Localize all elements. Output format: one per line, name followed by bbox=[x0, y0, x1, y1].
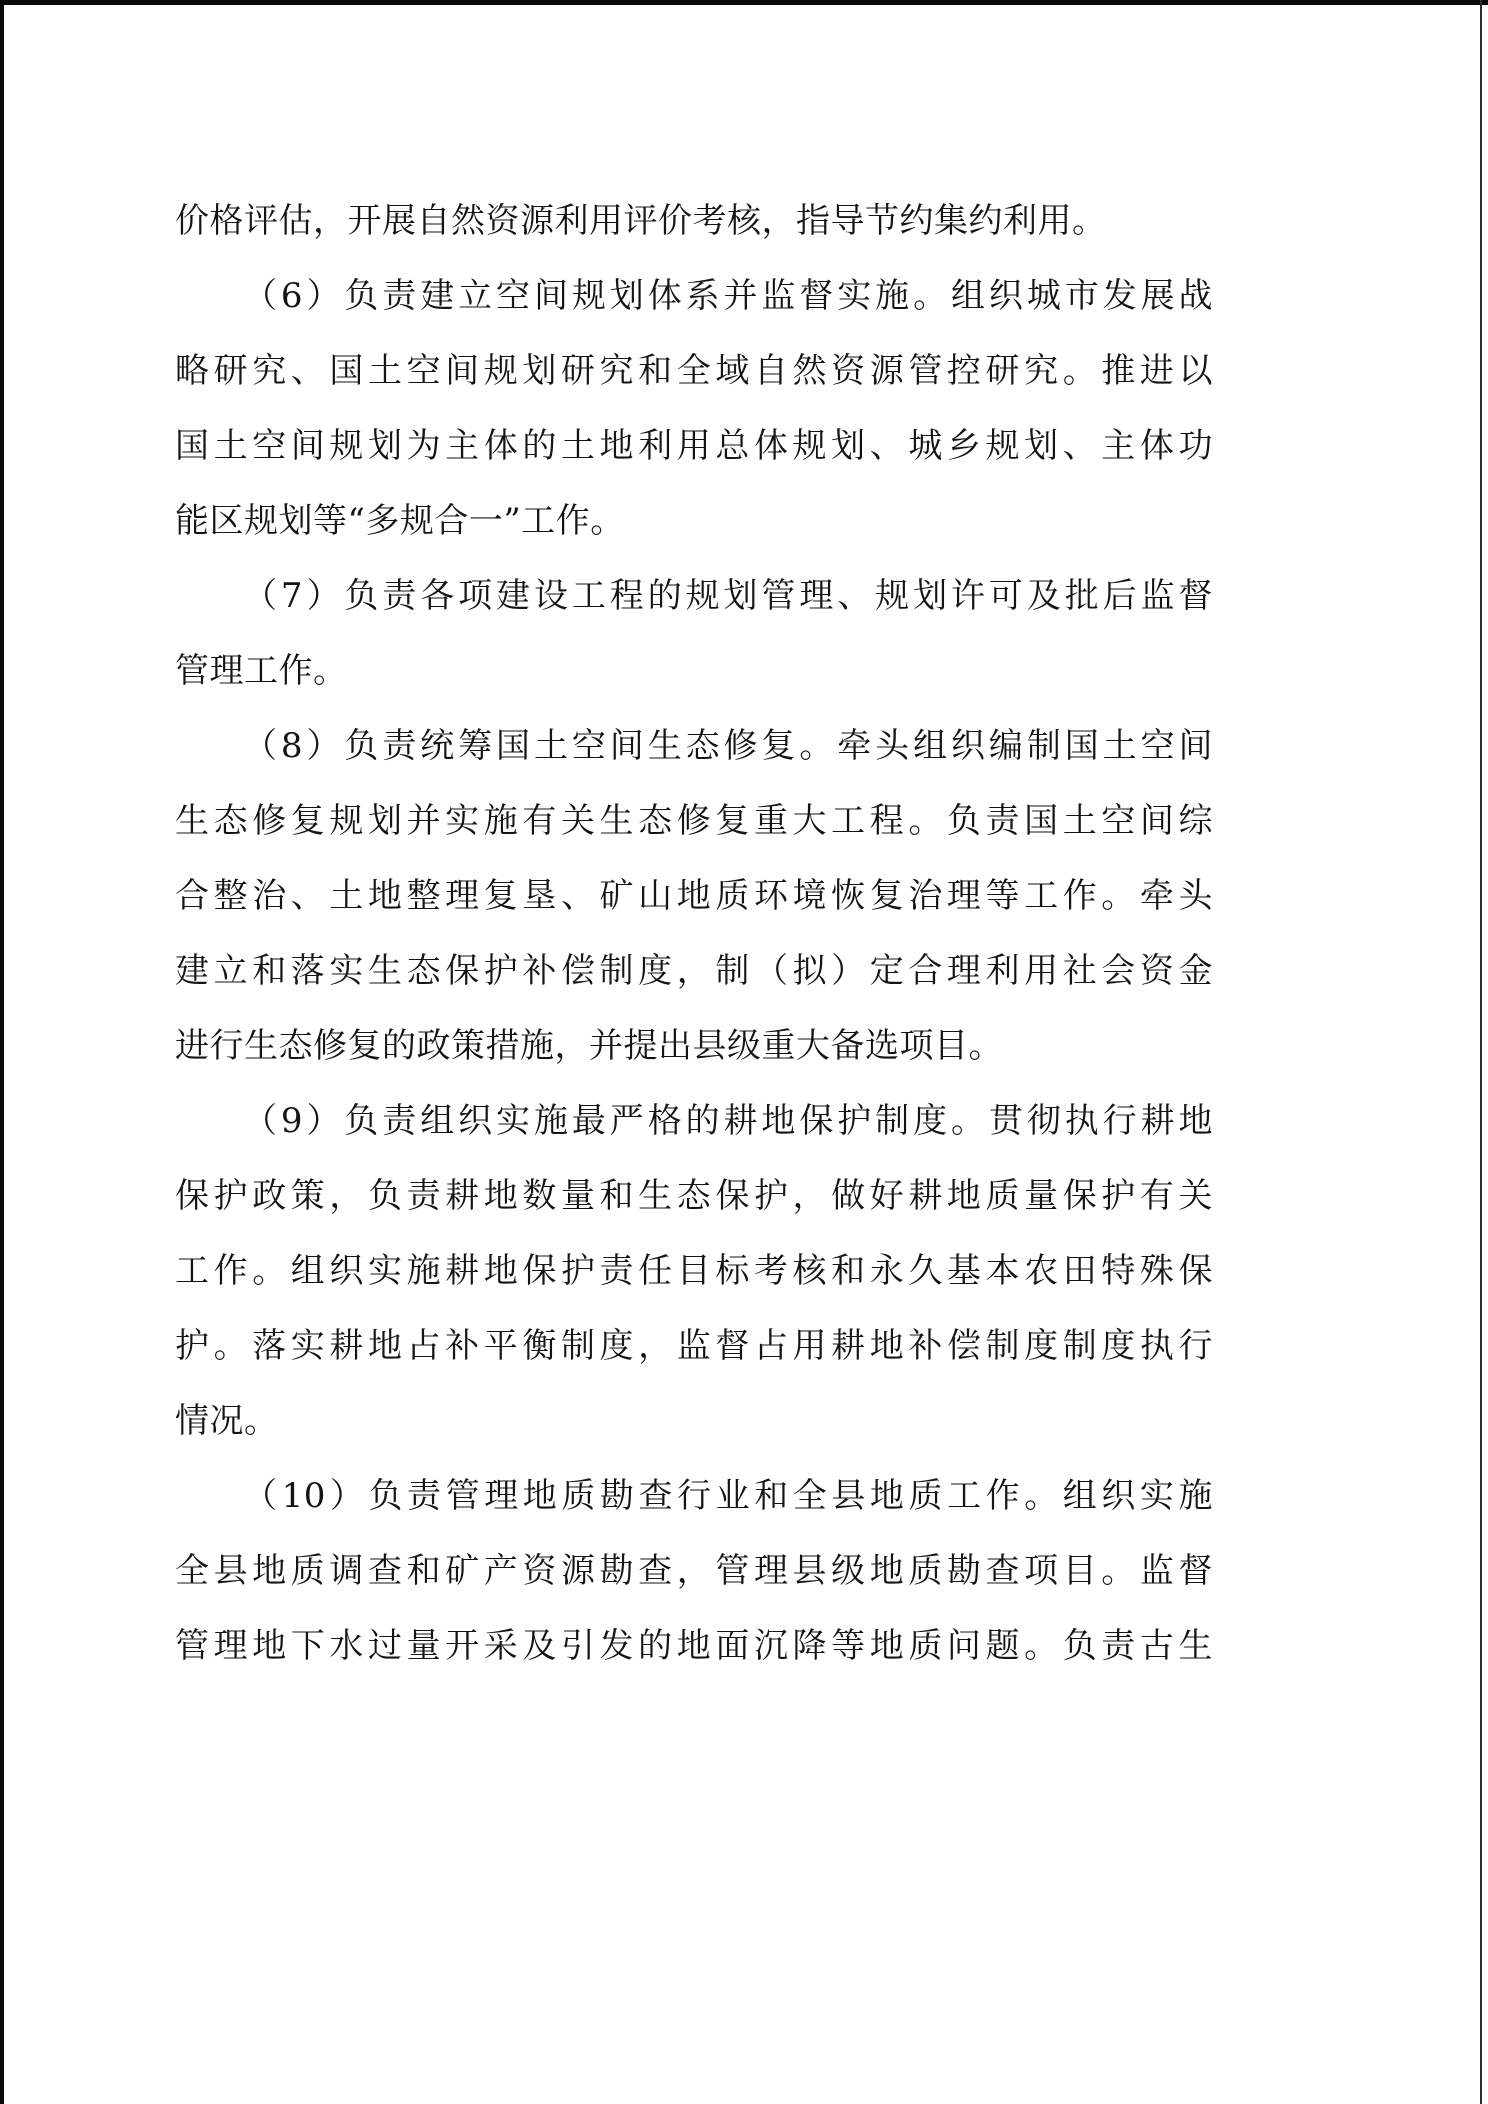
text-line-1: 价格评估，开展自然资源利用评价考核，指导节约集约利用。 bbox=[175, 201, 1107, 241]
text-line-9: 生态修复规划并实施有关生态修复重大工程。负责国土空间综 bbox=[175, 801, 1213, 841]
text-line-17: 情况。 bbox=[175, 1401, 279, 1441]
text-line-13: （9）负责组织实施最严格的耕地保护制度。贯彻执行耕地 bbox=[243, 1101, 1213, 1141]
text-line-5: 能区规划等“多规合一”工作。 bbox=[175, 501, 625, 541]
text-line-11: 建立和落实生态保护补偿制度，制（拟）定合理利用社会资金 bbox=[175, 951, 1213, 991]
text-line-7: 管理工作。 bbox=[175, 651, 348, 691]
text-line-8: （8）负责统筹国土空间生态修复。牵头组织编制国土空间 bbox=[243, 726, 1213, 766]
text-line-16: 护。落实耕地占补平衡制度，监督占用耕地补偿制度制度执行 bbox=[175, 1326, 1213, 1366]
text-line-20: 管理地下水过量开采及引发的地面沉降等地质问题。负责古生 bbox=[175, 1626, 1213, 1666]
text-line-18: （10）负责管理地质勘查行业和全县地质工作。组织实施 bbox=[243, 1476, 1213, 1516]
text-line-3: 略研究、国土空间规划研究和全域自然资源管控研究。推进以 bbox=[175, 351, 1213, 391]
scan-edge-right bbox=[1480, 0, 1482, 2104]
text-line-19: 全县地质调查和矿产资源勘查，管理县级地质勘查项目。监督 bbox=[175, 1551, 1213, 1591]
scan-edge-top bbox=[0, 0, 1488, 5]
document-text-block bbox=[175, 184, 1213, 1684]
text-line-12: 进行生态修复的政策措施，并提出县级重大备选项目。 bbox=[175, 1026, 1003, 1066]
scan-edge-left bbox=[0, 0, 4, 2104]
text-line-6: （7）负责各项建设工程的规划管理、规划许可及批后监督 bbox=[243, 576, 1213, 616]
text-line-2: （6）负责建立空间规划体系并监督实施。组织城市发展战 bbox=[243, 276, 1213, 316]
text-line-14: 保护政策，负责耕地数量和生态保护，做好耕地质量保护有关 bbox=[175, 1176, 1213, 1216]
text-line-10: 合整治、土地整理复垦、矿山地质环境恢复治理等工作。牵头 bbox=[175, 876, 1213, 916]
text-line-15: 工作。组织实施耕地保护责任目标考核和永久基本农田特殊保 bbox=[175, 1251, 1213, 1291]
text-line-4: 国土空间规划为主体的土地利用总体规划、城乡规划、主体功 bbox=[175, 426, 1213, 466]
